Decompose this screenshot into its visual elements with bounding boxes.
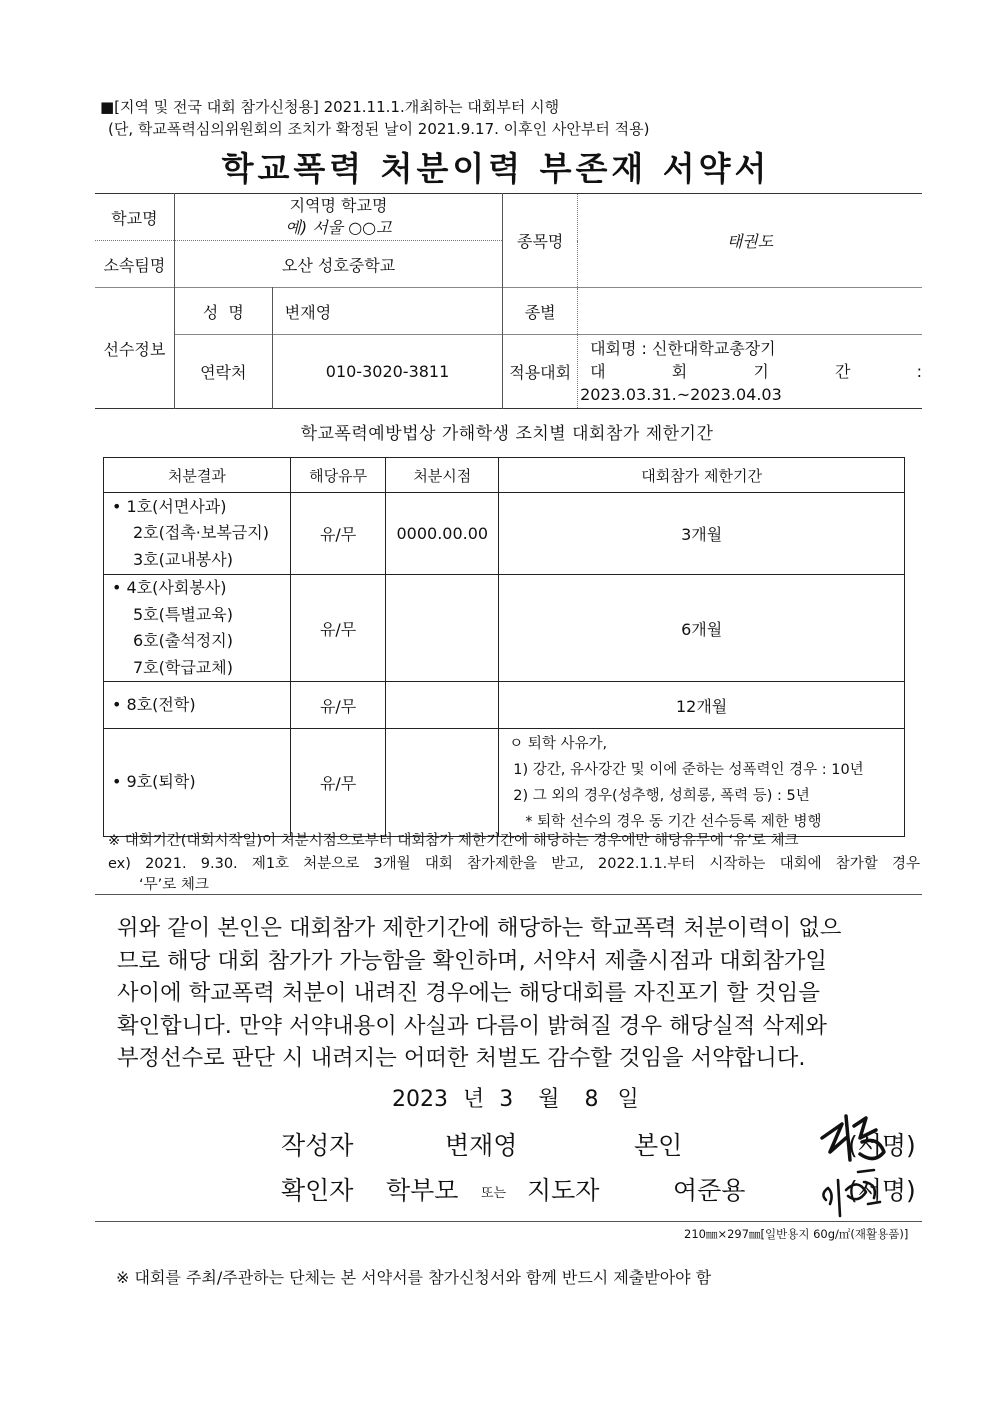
row3-applicable: 유/무 <box>290 682 386 729</box>
writer-signature <box>816 1108 896 1170</box>
name-label: 성 명 <box>174 288 272 335</box>
item: 5호(특별교육) <box>133 604 233 624</box>
footer-note: ※ 대회를 주최/주관하는 단체는 본 서약서를 참가신청서와 함께 반드시 제출받아야 함 <box>116 1268 712 1287</box>
table-row <box>104 493 905 575</box>
player-info-label: 선수정보 <box>103 339 166 359</box>
gender-label: 종별 <box>503 288 578 335</box>
note-1: ※ 대회기간(대회시작일)이 처분시점으로부터 대회참가 제한기간에 해당하는 경우에만 해당유무에 ‘유’로 체크 <box>108 833 799 849</box>
header-line-1: ■[지역 및 전국 대회 참가신청용] 2021.11.1.개최하는 대회부터 시행 <box>100 98 560 116</box>
header-date: 처분시점 <box>386 458 499 493</box>
writer-role: 본인 <box>634 1131 683 1160</box>
limit-line: * 퇴학 선수의 경우 동 기간 선수등록 제한 병행 <box>525 813 822 830</box>
note-2-line-1: ex) 2021. 9.30. 제1호 처분으로 3개월 대회 참가제한을 받고, 2022.1.1.부터 시작하는 대회에 참가할 경우 <box>108 856 920 872</box>
confirmer-or: 또는 <box>481 1186 507 1201</box>
row3-items: • 8호(전학) <box>104 682 291 729</box>
item: 2호(접촉·보복금지) <box>133 523 269 543</box>
header-line-2: (단, 학교폭력심의위원회의 조치가 확정된 날이 2021.9.17. 이후인 사안부터 적용) <box>108 120 650 138</box>
limit-line: 2) 그 외의 경우(성추행, 성희롱, 폭력 등) : 5년 <box>513 787 810 804</box>
date-day-unit: 일 <box>617 1087 639 1112</box>
row4-limit <box>499 729 905 837</box>
item: 6호(출석정지) <box>133 631 233 650</box>
item: 3호(교내봉사) <box>133 549 233 569</box>
tournament-period-value: 2023.03.31.~2023.04.03 <box>580 385 782 404</box>
divider <box>95 1221 922 1222</box>
penalty-subtitle: 학교폭력예방법상 가해학생 조치별 대회참가 제한기간 <box>300 424 714 444</box>
tournament-period-label: 대 회 기 간 : <box>590 362 922 381</box>
contact-label: 연락처 <box>174 335 272 409</box>
info-table <box>95 193 922 409</box>
confirmer-signature <box>818 1164 890 1222</box>
team-label: 소속팀명 <box>95 241 174 288</box>
date-year-unit: 년 <box>463 1087 485 1112</box>
writer-label: 작성자 <box>281 1131 354 1160</box>
tournament-label: 적용대회 <box>503 335 578 409</box>
row1-items: • 1호(서면사과) 2호(접촉·보복금지) 3호(교내봉사) <box>104 493 291 575</box>
writer-name: 변재영 <box>445 1131 518 1160</box>
table-row <box>104 729 905 837</box>
pledge-line: 므로 해당 대회 참가가 가능함을 확인하며, 서약서 제출시점과 대회참가일 <box>117 947 827 974</box>
confirmer-label: 확인자 <box>281 1176 354 1205</box>
item: 1호(서면사과) <box>126 496 227 516</box>
school-value-line-1: 지역명 학교명 <box>289 196 388 215</box>
paper-spec: 210㎜×297㎜[일반용지 60g/㎡(재활용품)] <box>684 1227 909 1241</box>
header-result: 처분결과 <box>104 458 291 493</box>
table-header-row <box>104 458 905 493</box>
gender-value <box>578 288 922 335</box>
team-value: 오산 성호중학교 <box>174 241 503 288</box>
date-year: 2023 <box>392 1087 448 1112</box>
pledge-line: 부정선수로 판단 시 내려지는 어떠한 처벌도 감수할 것임을 서약합니다. <box>117 1045 806 1072</box>
contact-value: 010-3020-3811 <box>272 335 503 409</box>
school-value <box>174 194 503 241</box>
tournament-name: 대회명 : 신한대학교총장기 <box>590 339 776 358</box>
row2-applicable: 유/무 <box>290 575 386 682</box>
pledge-paragraph <box>117 912 917 1075</box>
item: 8호(전학) <box>126 694 196 714</box>
row4-items: • 9호(퇴학) <box>104 729 291 837</box>
row2-items: • 4호(사회봉사) 5호(특별교육) 6호(출석정지) 7호(학급교체) <box>104 575 291 682</box>
row1-applicable: 유/무 <box>290 493 386 575</box>
table-row <box>104 682 905 729</box>
limit-line: ㅇ 퇴학 사유가, <box>509 735 608 752</box>
row4-applicable: 유/무 <box>290 729 386 837</box>
confirmer-seal: (서명) <box>848 1176 916 1205</box>
row1-date: 0000.00.00 <box>386 493 499 575</box>
school-value-line-2: 예) 서울 ○○고 <box>285 218 392 237</box>
event-value: 태권도 <box>578 194 922 288</box>
penalty-table <box>103 457 905 837</box>
row4-date <box>386 729 499 837</box>
limit-line: 1) 강간, 유사강간 및 이에 준하는 성폭력인 경우 : 10년 <box>513 761 864 778</box>
confirmer-role-coach: 지도자 <box>527 1176 600 1205</box>
item: 4호(사회봉사) <box>126 578 227 597</box>
header-applicable: 해당유무 <box>290 458 386 493</box>
confirmer-name: 여준용 <box>673 1176 746 1205</box>
item: 9호(퇴학) <box>126 772 196 792</box>
row3-date <box>386 682 499 729</box>
school-label: 학교명 <box>111 208 158 228</box>
header-limit: 대회참가 제한기간 <box>499 458 905 493</box>
note-2-line-2: ‘무’로 체크 <box>139 877 209 893</box>
item: 7호(학급교체) <box>133 657 233 677</box>
date-month-unit: 월 <box>538 1087 560 1112</box>
pledge-line: 확인합니다. 만약 서약내용이 사실과 다름이 밝혀질 경우 해당실적 삭제와 <box>117 1012 827 1039</box>
signing-date <box>392 1082 639 1113</box>
writer-seal: (서명) <box>848 1131 916 1160</box>
row2-limit: 6개월 <box>499 575 905 682</box>
confirmer-role-parent: 학부모 <box>386 1176 459 1205</box>
page-title: 학교폭력 처분이력 부존재 서약서 <box>221 149 771 188</box>
tournament-value <box>578 335 922 409</box>
row1-limit: 3개월 <box>499 493 905 575</box>
table-row <box>104 575 905 682</box>
date-day: 8 <box>584 1087 599 1112</box>
row2-date <box>386 575 499 682</box>
row3-limit: 12개월 <box>499 682 905 729</box>
divider <box>95 894 922 895</box>
name-value: 변재영 <box>272 288 503 335</box>
pledge-line: 위와 같이 본인은 대회참가 제한기간에 해당하는 학교폭력 처분이력이 없으 <box>117 915 842 941</box>
date-month: 3 <box>499 1087 514 1112</box>
pledge-line: 사이에 학교폭력 처분이 내려진 경우에는 해당대회를 자진포기 할 것임을 <box>117 980 820 1007</box>
event-label: 종목명 <box>503 194 578 288</box>
